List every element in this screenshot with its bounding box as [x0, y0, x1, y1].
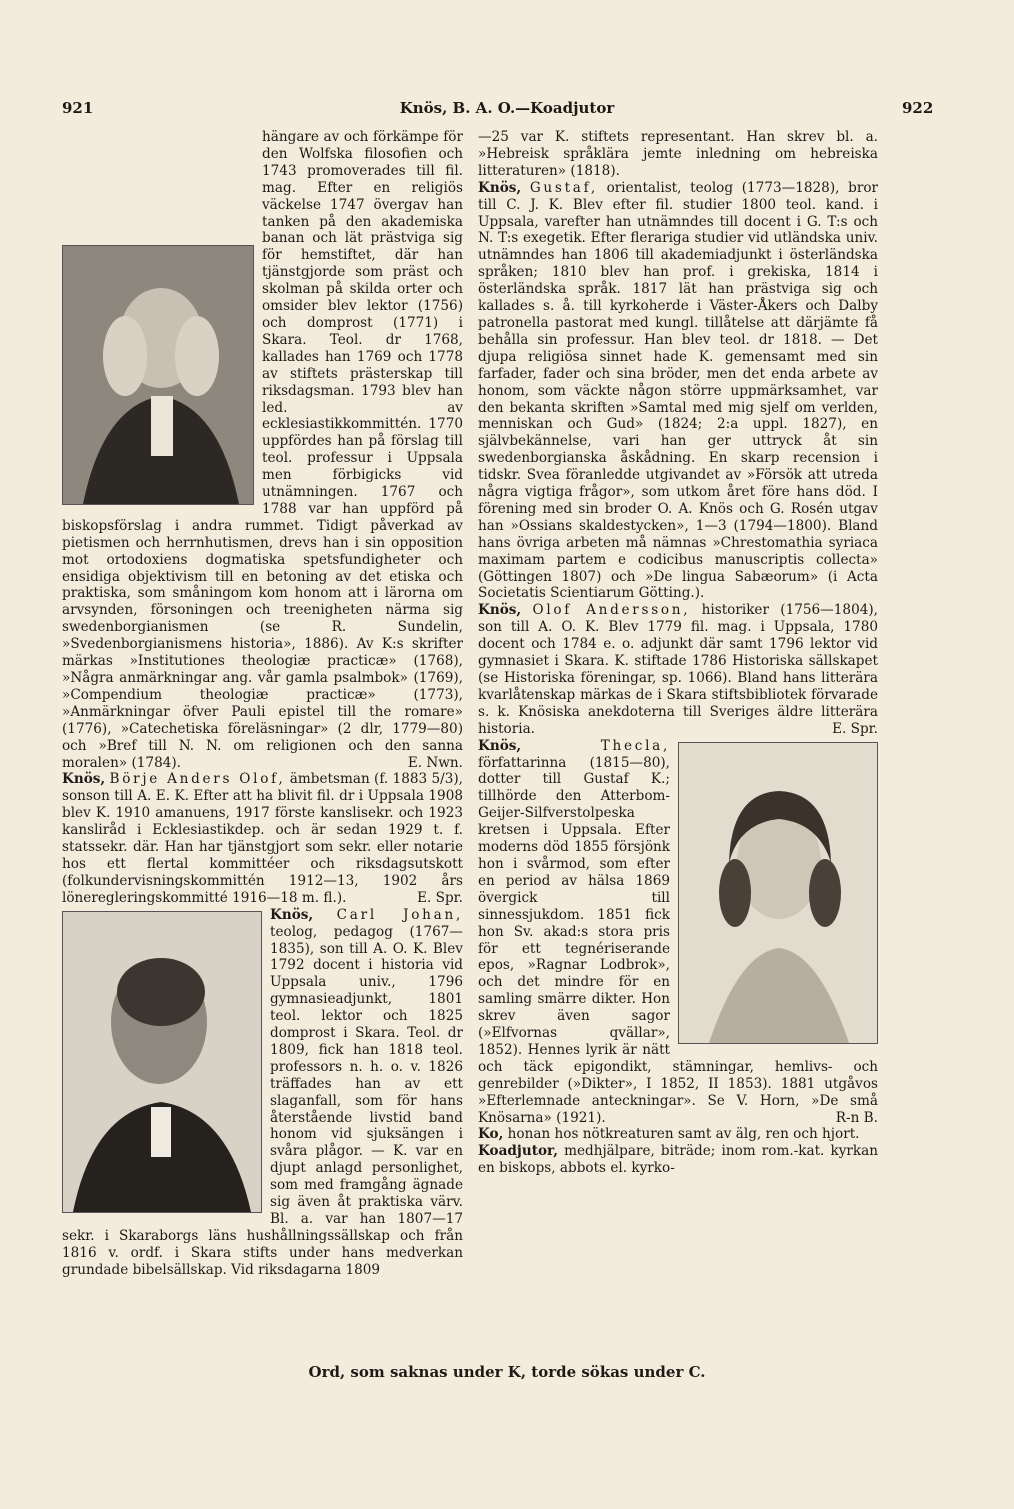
entry-ko: Ko, honan hos nötkreaturen samt av älg, ren och hjort.	[478, 1126, 860, 1143]
entry-head: Knös,	[62, 771, 106, 788]
page-number-left: 921	[62, 99, 94, 117]
entry-carl-johan-knos: Knös, Carl Johan, teolog, pedagog (1767—1835), son till A. O. K. Blev 1792 docent i historia vid Uppsala univ., 1796 gymnasieadjunkt, 1801 teol. lektor och 1825 domprost i Skara. Teol. dr 1809, fick han 1818 teol. professors n. h. o. v. 1826 träffades han av ett slaganfall, som för hans återstående livstid band honom vid sjuksängen i svåra plågor. — K. var en djupt anlagd personlighet, som med framgång ägnade sig även åt praktiska värv. Bl. a. var han 1807—17 sekr. i Skaraborgs läns hushållningssällskap och från 1816 v. ordf. i Skara stifts under hans medverkan grundade bibelsällskap. Vid riksdagarna 1809	[62, 906, 463, 1278]
entry-name: Thecla,	[600, 737, 670, 754]
page-number-right: 922	[902, 99, 934, 117]
entry-head: Ko,	[478, 1126, 504, 1143]
entry-thecla-knos: Knös, Thecla, författarinna (1815—80), dotter till Gustaf K.; tillhörde den Atterbom-Geijer-Silfverstolpeska kretsen i Uppsala. Efter moderns död 1855 försjönk hon i svårmod, som efter en period av hälsa 1869 övergick till sinnessjukdom. 1851 fick hon Sv. akad:s stora pris för ett tegnériserande epos, »Ragnar Lodbrok», och det mindre för en samling smärre dikter. Hon skrev även sagor (»Elfvornas qvällar», 1852). Hennes lyrik är nätt och täck epigondikt, stämningar, hemlivs- och genrebilder (»Dikter», I 1852, II 1853). 1881 utgåvos »Efterlemnade anteckningar». Se V. Horn, »De små Knösarna» (1921). R-n B.	[478, 737, 878, 1126]
portrait-drawing-icon	[679, 743, 877, 1043]
paragraph: hängare av och förkämpe för den Wolfska filosofien och 1743 promoverades till fil. mag. Efter en religiös väckelse 1747 övergav han tanken på den akademiska banan och lät prästviga sig för hemstiftet, där han tjänstgjorde som präst och skolman på skilda orter och omsider blev lektor (1756) och domprost (1771) i Skara. Teol. dr 1768, kallades han 1769 och 1778 av stiftets prästerskap till riksdagsman. 1793 blev han led. av ecklesiastikkommittén. 1770 uppfördes han på förslag till teol. professur i Uppsala men förbigicks vid utnämningen. 1767 och 1788 var han uppförd på biskopsförslag i andra rummet. Tidigt påverkad av pietismen och herrnhutismen, drevs han i sin opposition mot ortodoxiens dogmatiska spetsfundigheter och ensidiga objektivism till en betoning av det etiska och praktiska, som småningom kom honom att i lärorna om arvsynden, försoningen och treenigheten närma sig swedenborgianismen (se R. Sundelin, »Svedenborgianismens historia», 1886). Av K:s skrifter märkas »Institutiones theologiæ practicæ» (1768), »Några anmärkningar ang. vår gamla psalmbok» (1769), »Compendium theologiæ practicæ» (1773), »Anmärkningar öfver Pauli epistel till the romare» (1776), »Catechetiska föreläsningar» (2 dlr, 1779—80) och »Bref till N. N. om religionen och den sanna moralen» (1784). E. Nwn.	[62, 129, 463, 771]
entry-head: Koadjutor,	[478, 1143, 558, 1160]
portrait-thecla-knos	[678, 742, 878, 1044]
entry-head: Knös,	[478, 179, 522, 196]
left-column	[62, 129, 463, 1279]
right-column	[478, 129, 878, 1177]
portrait-photo-icon	[63, 912, 261, 1212]
signature: R-n B.	[835, 1109, 878, 1126]
entry-head: Knös,	[270, 906, 314, 923]
entry-name: Olof Andersson,	[532, 602, 691, 619]
entry-head: Knös,	[478, 602, 522, 619]
entry-name: Carl Johan,	[336, 906, 463, 923]
entry-name: Gustaf,	[529, 179, 598, 196]
signature: E. Spr.	[417, 889, 463, 906]
entry-koadjutor: Koadjutor, medhjälpare, biträde; inom rom.-kat. kyrkan en biskops, abbots el. kyrko-	[478, 1143, 878, 1177]
entry-name: Börje Anders Olof,	[109, 771, 286, 788]
entry-olof-knos: Knös, Olof Andersson, historiker (1756—1804), son till A. O. K. Blev 1779 fil. mag. i Uppsala, 1780 docent och 1784 e. o. adjunkt där samt 1796 lektor vid gymnasiet i Skara. K. stiftade 1786 Historiska sällskapet (se Historiska föreningar, sp. 1066). Bland hans litterära kvarlåtenskap märkas de i Skara stiftsbibliotek förvarade s. k. Knösiska anekdoterna till Sveriges äldre litterära historia. E. Spr.	[478, 602, 878, 737]
entry-gustaf-knos: Knös, Gustaf, orientalist, teolog (1773—1828), bror till C. J. K. Blev efter fil. studier 1800 teol. kand. i Uppsala, varefter han utnämndes till docent i G. T:s och N. T:s exegetik. Efter flerariga studier vid utländska univ. utnämndes han 1806 till akademiadjunkt i österländska språken; 1810 blev han prof. i grekiska, 1814 i österländska språk. 1817 lät han prästviga sig och kallades s. å. till kyrkoherde i Väster-Åkers och Dalby patronella pastorat med kungl. tillåtelse att därjämte få behålla sin professur. Han blev teol. dr 1818. — Det djupa religiösa sinnet hade K. gemensamt med sin farfader, fader och sina bröder, men det enda arbete av honom, som väckte någon större uppmärksamhet, var den bekanta skriften »Samtal med mig sjelf om verlden, menniskan och Gud» (1824; 2:a uppl. 1827), en självbekännelse, vari han ger uttryck åt sin swedenborgianska åskådning. En skarp recension i tidskr. Svea föranledde utgivandet av »Försök att utreda några vigtiga frågor», som utkom året före hans död. I förening med sin broder O. A. Knös och G. Rosén utgav han »Ossians skaldestycken», 1—3 (1794—1800). Bland hans övriga arbeten må nämnas »Chrestomathia syriaca maximam partem e codicibus manuscriptis collecta» (Göttingen 1807) och »De lingua Sabæorum» (i Acta Societatis Scientiarum Götting.).	[478, 179, 879, 602]
running-title: Knös, B. A. O.—Koadjutor	[399, 99, 615, 117]
portrait-engraving-icon	[63, 246, 253, 504]
signature: E. Spr.	[832, 720, 878, 737]
entry-borje-knos: Knös, Börje Anders Olof, ämbetsman (f. 1883 5/3), sonson till A. E. K. Efter att ha blivit fil. dr i Uppsala 1908 blev K. 1910 amanuens, 1917 förste kanslisekr. och 1923 kanslіråd i Ecklesiastikdep. och är sedan 1929 t. f. statssekr. där. Han har tjänstgjort som sekr. eller notarie hos ett flertal kommittéer och riksdagsutskott (folkundervisningskommittén 1912—13, 1902 års löneregleringskommitté 1916—18 m. fl.). E. Spr.	[62, 771, 463, 906]
paragraph: —25 var K. stiftets representant. Han skrev bl. a. »Hebreisk språklära jemte inledning om hebreiska litteraturen» (1818).	[478, 129, 878, 179]
entry-head: Knös,	[478, 737, 522, 754]
portrait-carl-johan-knos	[62, 911, 262, 1213]
signature: E. Nwn.	[407, 754, 463, 771]
portrait-anders-olof-knos	[62, 245, 254, 505]
footer-note: Ord, som saknas under K, torde sökas under C.	[308, 1363, 706, 1381]
